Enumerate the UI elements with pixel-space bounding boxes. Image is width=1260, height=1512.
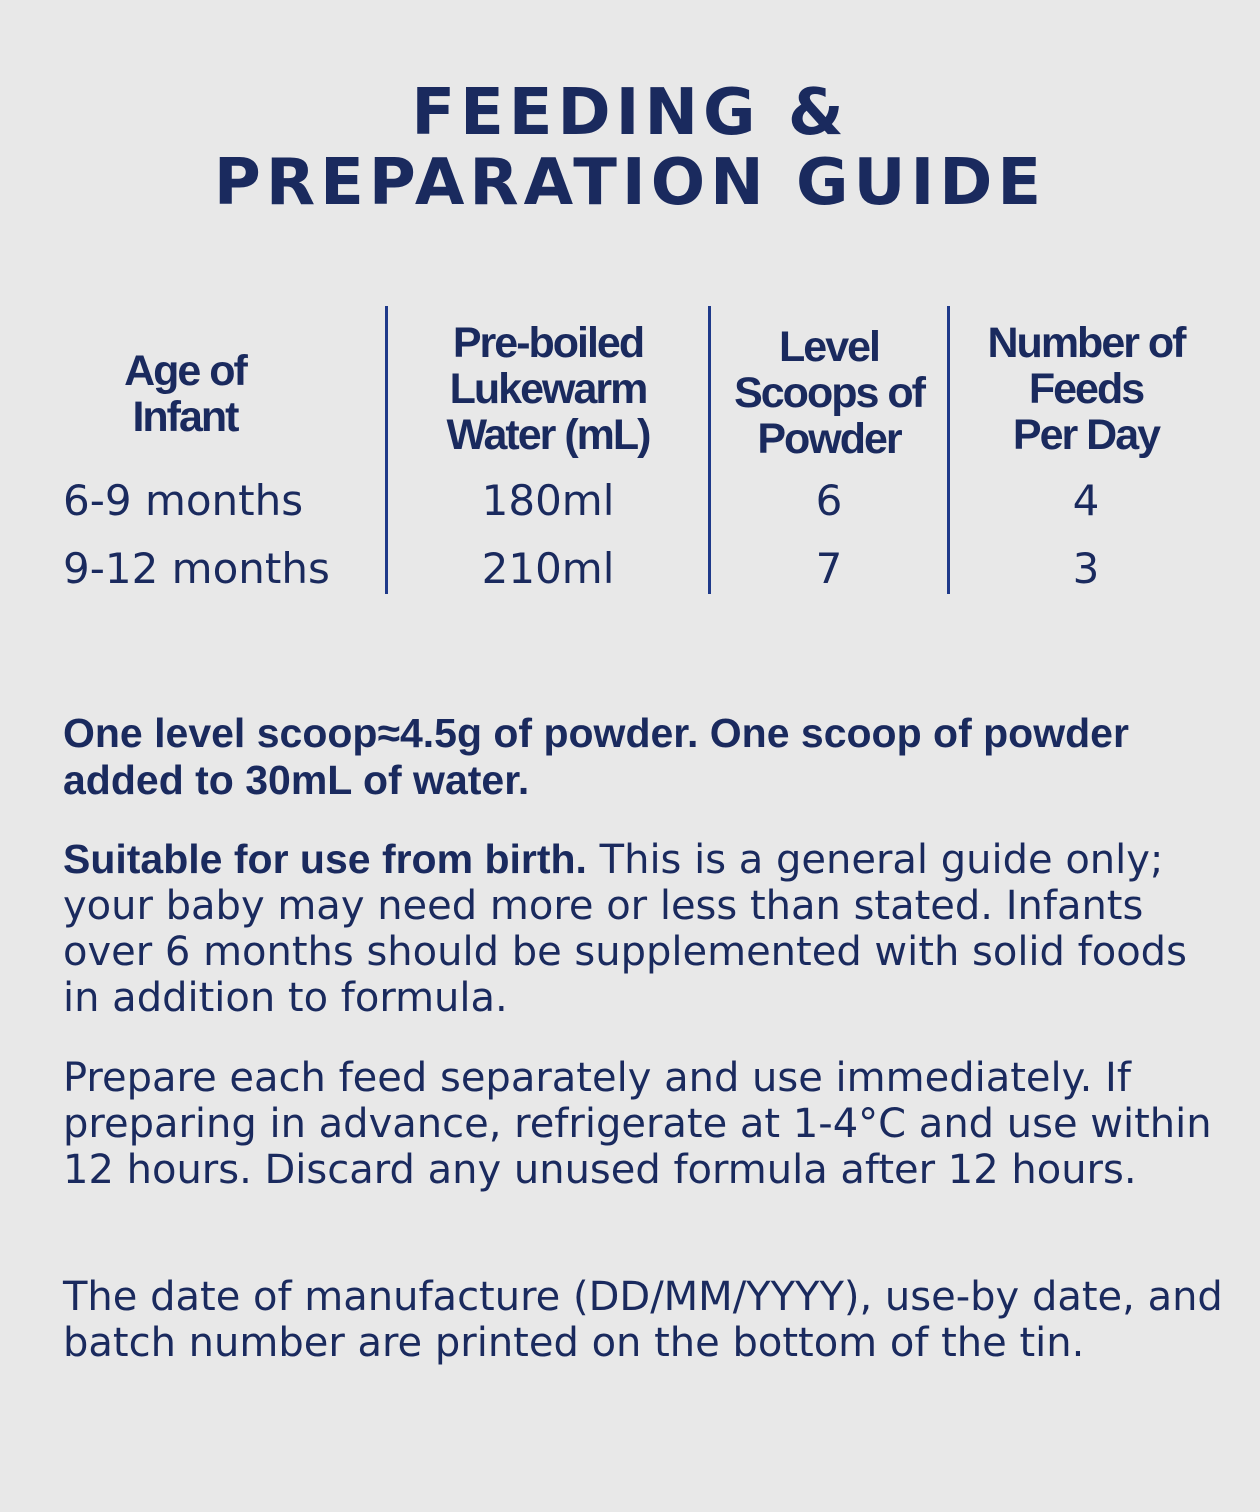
title-line-1: FEEDING & (411, 76, 849, 150)
cell-scoops: 7 (815, 544, 843, 593)
scoop-note (63, 710, 1223, 804)
date-note (63, 1274, 1223, 1366)
cell-age: 9-12 months (63, 544, 330, 593)
date-text: The date of manufacture (DD/MM/YYYY), use-by date, and batch number are printed on the bottom of the tin. (63, 1274, 1223, 1366)
suitable-note (63, 836, 1223, 1021)
prepare-note (63, 1055, 1223, 1193)
cell-water: 210ml (481, 544, 615, 593)
feeding-table (60, 306, 1210, 596)
title-line-2: PREPARATION GUIDE (213, 146, 1047, 220)
header-text: Pre-boiled (452, 319, 644, 367)
header-text: Scoops of (734, 369, 924, 417)
header-water (388, 320, 708, 458)
cell-water: 180ml (481, 476, 615, 525)
scoop-note-text: One level scoop≈4.5g of powder. One scoop of powder added to 30mL of water. (63, 710, 1129, 803)
header-scoops (711, 324, 947, 462)
cell-scoops: 6 (815, 476, 843, 525)
header-text: Per Day (1012, 411, 1160, 459)
header-text: Age of (124, 347, 246, 395)
prepare-text: Prepare each feed separately and use immediately. If preparing in advance, refrigerate at 1-4°C and use within 12 hours. Discard any unused formula after 12 hours. (63, 1055, 1212, 1193)
header-text: Number of (987, 319, 1185, 367)
header-text: Lukewarm (449, 365, 647, 413)
header-text: Powder (757, 415, 901, 463)
header-text: Level (779, 323, 879, 371)
suitable-bold-text: Suitable for use from birth. (63, 836, 587, 882)
header-age-of-infant (60, 348, 310, 440)
suitable-rest-text: This is a general guide only; your baby may need more or less than stated. Infants over 6 months should be supplemented with solid foods in addition to formula. (63, 837, 1187, 1021)
header-text: Infant (132, 393, 238, 441)
header-text: Feeds (1028, 365, 1144, 413)
cell-feeds: 4 (1072, 476, 1100, 525)
page-title (0, 78, 1260, 218)
cell-feeds: 3 (1072, 544, 1100, 593)
header-text: Water (mL) (446, 411, 650, 459)
cell-age: 6-9 months (63, 476, 304, 525)
header-feeds (950, 320, 1222, 458)
